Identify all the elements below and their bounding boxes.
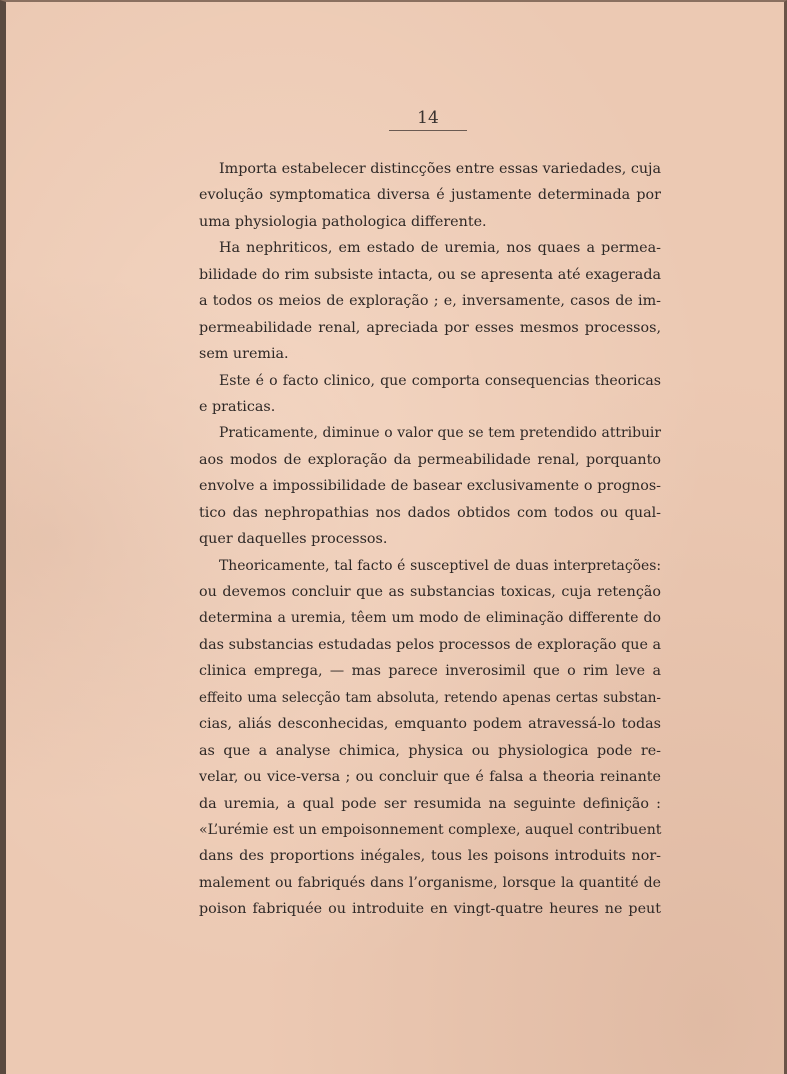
text-line: dans des proportions inégales, tous les poisons introduits nor- [199, 848, 661, 865]
text-line: Theoricamente, tal facto é susceptivel de duas interpretações: [219, 557, 661, 574]
text-line: Importa estabelecer distincções entre essas variedades, cuja [219, 161, 661, 177]
header-rule [389, 130, 467, 131]
text-line: quer daquelles processos. [199, 531, 388, 548]
text-line: aos modos de exploração da permeabilidade renal, porquanto [199, 451, 661, 468]
text-line: ou devemos concluir que as substancias toxicas, cuja retenção [199, 584, 661, 600]
text-line: as que a analyse chimica, physica ou physiologica pode re- [199, 742, 661, 759]
text-line: poison fabriquée ou introduite en vingt-quatre heures ne peut [199, 901, 661, 918]
page-number: 14 [417, 108, 439, 128]
text-line: Este é o facto clinico, que comporta consequencias theoricas [219, 372, 661, 389]
text-line: uma physiologia pathologica differente. [199, 213, 487, 230]
text-line: clinica emprega, — mas parece inverosimil que o rim leve a [199, 663, 661, 680]
text-line: cias, aliás desconhecidas, emquanto podem atravessá-lo todas [199, 716, 661, 733]
text-line: velar, ou vice-versa ; ou concluir que é falsa a theoria reinante [199, 769, 661, 786]
text-line: Ha nephriticos, em estado de uremia, nos quaes a permea- [219, 240, 661, 257]
text-line: malement ou fabriqués dans l’organisme, lorsque la quantité de [199, 874, 661, 891]
text-line: a todos os meios de exploração ; e, inversamente, casos de im- [199, 293, 661, 310]
text-line: evolução symptomatica diversa é justamente determinada por [199, 187, 661, 204]
text-line: envolve a impossibilidade de basear exclusivamente o prognos- [199, 478, 661, 495]
text-line: das substancias estudadas pelos processos de exploração que a [199, 636, 661, 653]
text-line: sem uremia. [199, 346, 289, 363]
text-line: Praticamente, diminue o valor que se tem pretendido attribuir [219, 425, 661, 442]
text-line: permeabilidade renal, apreciada por esses mesmos processos, [199, 319, 661, 336]
text-line: bilidade do rim subsiste intacta, ou se apresenta até exagerada [199, 266, 661, 283]
text-line: tico das nephropathias nos dados obtidos com todos ou qual- [199, 504, 661, 521]
text-line: «L’urémie est un empoisonnement complexe, auquel contribuent [199, 821, 662, 838]
text-line: da uremia, a qual pode ser resumida na seguinte definição : [199, 795, 661, 812]
text-line: e praticas. [199, 398, 276, 415]
text-line: effeito uma selecção tam absoluta, retendo apenas certas substan- [199, 689, 661, 706]
text-line: determina a uremia, têem um modo de eliminação differente do [199, 610, 661, 627]
body-text [199, 156, 661, 923]
